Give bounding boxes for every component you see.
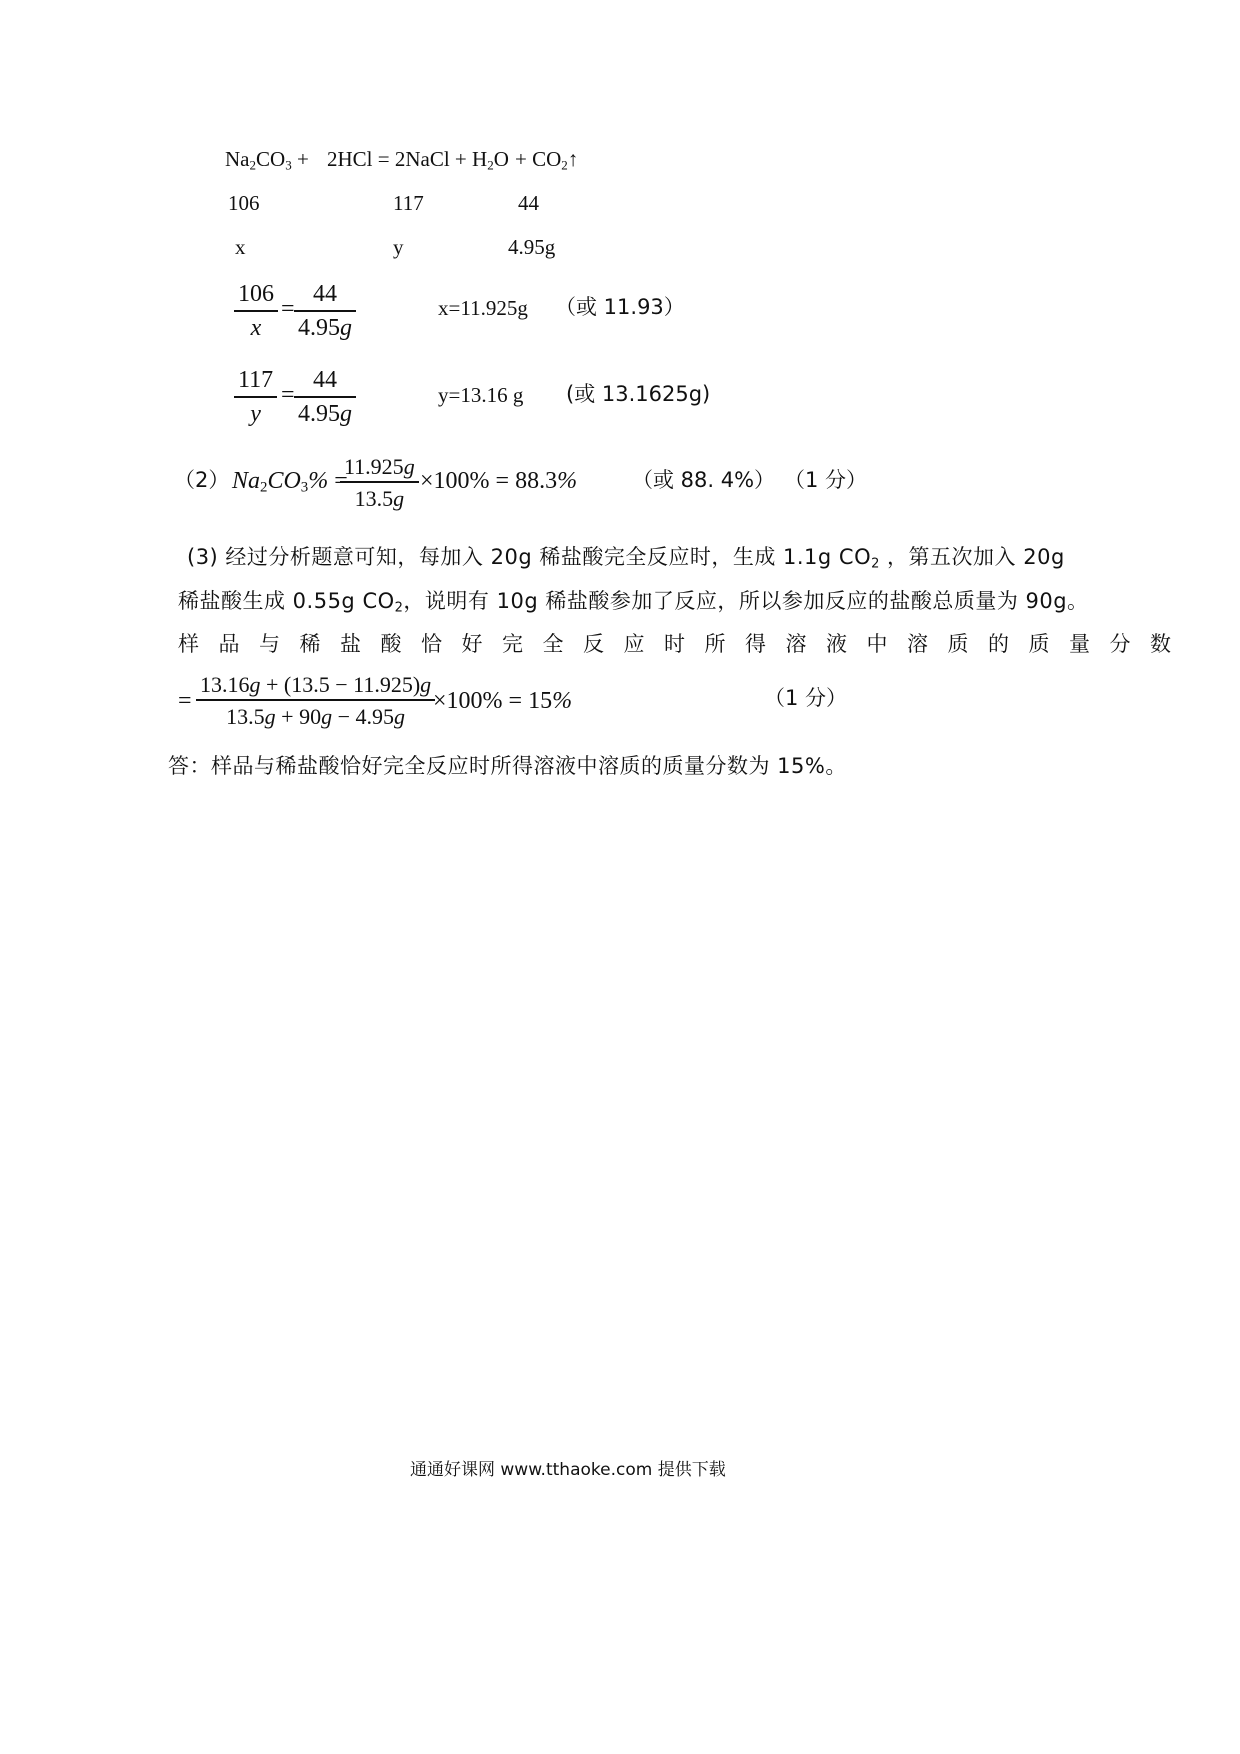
equation-reactant1: $Na_2CO_3$ + [225, 147, 309, 173]
part2-score: （1 分） [784, 468, 868, 492]
proportion1-right-fraction [294, 282, 356, 341]
part3-prefix: = [178, 688, 192, 714]
part3-score: （1 分） [764, 686, 848, 710]
mass-co2: 44 [518, 191, 539, 215]
part3-fraction [196, 673, 435, 728]
part3-rhs: ×100% = 15% [433, 688, 573, 714]
mass-na2co3: 106 [228, 191, 260, 215]
part2-alt: （或 88. 4%） [632, 468, 776, 492]
part3-line1: (3) 经过分析题意可知，每加入 20g 稀盐酸完全反应时，生成 1.1g $CO_2$ ，第五次加入 20g [187, 545, 1065, 572]
proportion2-result: y=13.16 g [438, 383, 524, 407]
proportion2-den-left: y [250, 401, 261, 428]
proportion2-den-right: 4.95g [298, 401, 352, 428]
proportion2-left-fraction [234, 368, 277, 427]
equation-product: + $CO_2↑$ [515, 147, 579, 173]
proportion2-right-fraction [294, 368, 356, 427]
proportion2-alt: (或 13.1625g) [566, 382, 711, 406]
part2-numerator: 11.925g [340, 455, 419, 483]
proportion1-num-left: 106 [234, 282, 278, 312]
given-co2: 4.95g [508, 235, 556, 259]
proportion1-result: x=11.925g [438, 296, 528, 320]
unknown-y: y [393, 235, 404, 259]
answer-text: 答：样品与稀盐酸恰好完全反应时所得溶液中溶质的质量分数为 15%。 [168, 754, 847, 778]
proportion1-left-fraction [234, 282, 278, 341]
part2-fraction [340, 455, 419, 510]
part2-rhs: ×100% = 88.3% [420, 468, 578, 494]
part2-label: （2） [174, 468, 230, 492]
mass-nacl: 117 [393, 191, 424, 215]
proportion2-num-left: 117 [234, 368, 277, 398]
proportion2-equals: = [281, 382, 295, 408]
proportion1-equals: = [281, 296, 295, 322]
unknown-x: x [235, 235, 246, 259]
part3-line3: 样品与稀盐酸恰好完全反应时所得溶液中溶质的质量分数 [178, 632, 1191, 656]
proportion1-den-left: x [250, 315, 262, 342]
proportion1-alt: （或 11.93） [555, 295, 685, 319]
proportion2-num-right: 44 [294, 368, 356, 398]
part2-lhs: $Na_2CO_3\%$ = [232, 468, 348, 496]
footer-text: 通通好课网 www.tthaoke.com 提供下载 [410, 1460, 726, 1480]
proportion1-num-right: 44 [294, 282, 356, 312]
part3-numerator: 13.16g + (13.5 − 11.925)g [196, 673, 435, 701]
part3-line2: 稀盐酸生成 0.55g $CO_2$，说明有 10g 稀盐酸参加了反应，所以参加反应的盐酸总质量为 90g。 [178, 589, 1089, 616]
part2-denominator: 13.5g [354, 486, 405, 512]
proportion1-den-right: 4.95g [298, 315, 352, 342]
equation-reactant2: 2HCl = 2NaCl + $H_2O$ [327, 147, 509, 173]
part3-denominator: 13.5g + 90g − 4.95g [226, 704, 405, 730]
